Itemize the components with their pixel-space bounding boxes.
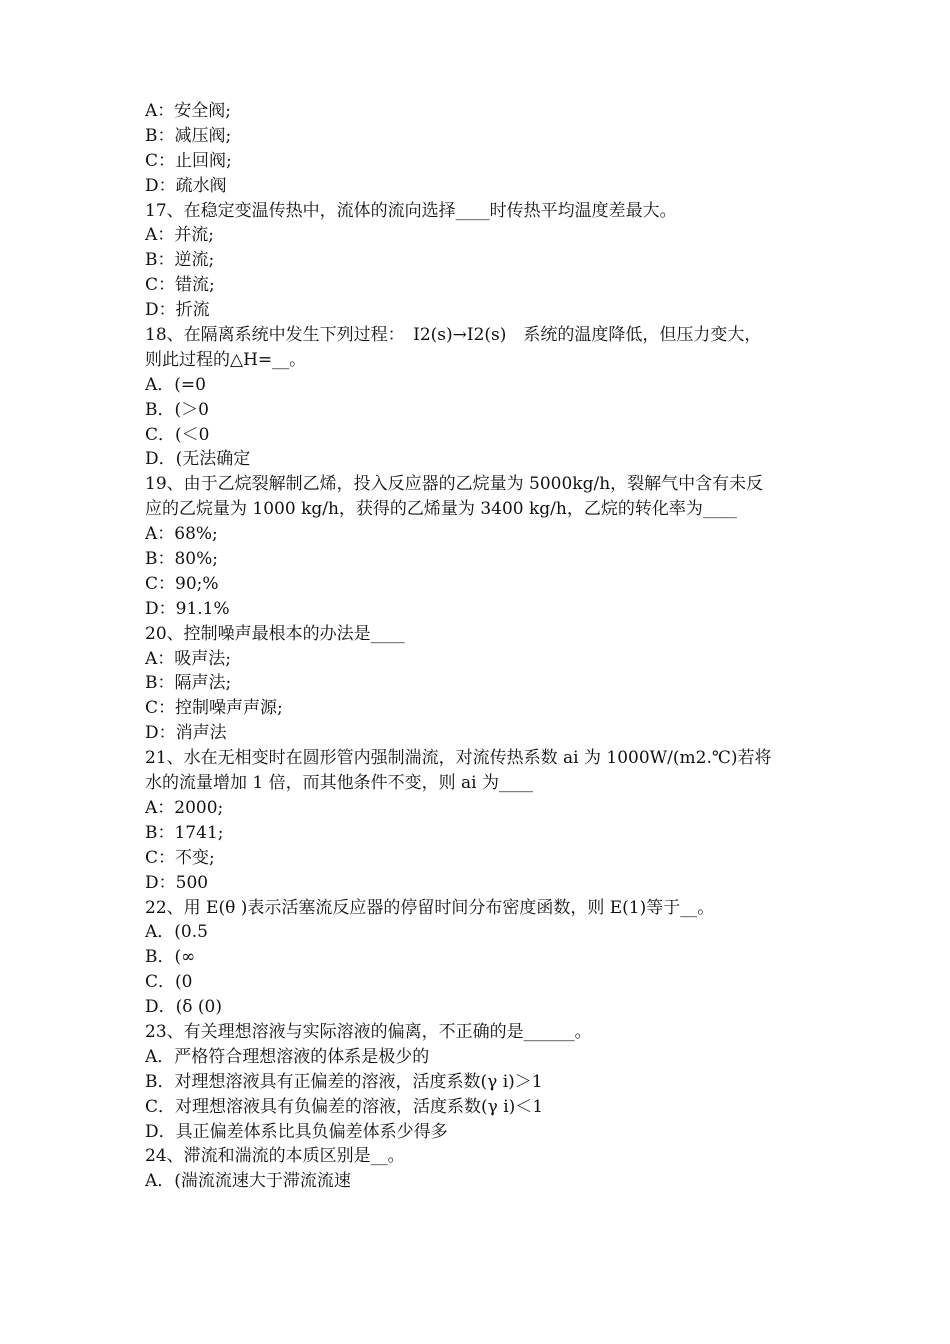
text-line: 21、水在无相变时在圆形管内强制湍流，对流传热系数 ai 为 1000W/(m2.℃)若将 [145,748,772,769]
text-line: B：80%; [145,549,219,570]
text-line: 水的流量增加 1 倍，而其他条件不变，则 ai 为____ [145,773,534,794]
text-line: A：2000; [145,797,224,818]
text-line: A：安全阀; [145,101,232,121]
text-line: D：91.1% [145,598,230,619]
text-line: C：控制噪声声源; [145,698,283,719]
text-line: A：吸声法; [145,648,232,669]
text-line: 18、在隔离系统中发生下列过程： I2(s)→I2(s) 系统的温度降低，但压力变大， [145,325,762,346]
text-line: C：不变; [145,847,215,868]
text-line: A．(0.5 [145,922,208,943]
text-line: 23、有关理想溶液与实际溶液的偏离，不正确的是______。 [145,1021,592,1042]
text-line: 20、控制噪声最根本的办法是____ [145,623,405,644]
document-body [145,99,815,1194]
text-line: A．(=0 [145,374,206,395]
text-line: B．(＞0 [145,399,209,420]
text-line: D：消声法 [145,723,227,744]
text-line: B．(∞ [145,947,196,968]
text-line: D．具正偏差体系比具负偏差体系少得多 [145,1121,448,1142]
text-line: 24、滞流和湍流的本质区别是__。 [145,1146,405,1167]
text-line: D：折流 [145,300,210,321]
text-line: C．(＜0 [145,424,210,445]
text-line: 则此过程的△H=__。 [145,349,307,370]
text-line: C：止回阀; [145,150,232,171]
text-line: B．对理想溶液具有正偏差的溶液，活度系数(γ i)＞1 [145,1071,543,1092]
text-line: D：500 [145,872,209,893]
text-line: A．严格符合理想溶液的体系是极少的 [145,1046,430,1067]
text-line: B：隔声法; [145,673,232,694]
text-line: A：68%; [145,524,218,545]
text-line: C．(0 [145,972,193,993]
text-line: D．(无法确定 [145,449,251,470]
text-line: B：1741; [145,822,224,843]
text-line: 应的乙烷量为 1000 kg/h，获得的乙烯量为 3400 kg/h，乙烷的转化率为____ [145,499,737,520]
text-line: C．对理想溶液具有负偏差的溶液，活度系数(γ i)＜1 [145,1096,544,1117]
text-line: B：减压阀; [145,125,232,146]
text-line: C：90;% [145,573,219,594]
text-line: C：错流; [145,275,215,296]
text-line: A：并流; [145,225,215,246]
text-line: 22、用 E(θ )表示活塞流反应器的停留时间分布密度函数，则 E(1)等于__。 [145,897,715,918]
text-line: D．(δ (0) [145,997,222,1018]
text-line: A．(湍流流速大于滞流流速 [145,1171,351,1192]
text-line: D：疏水阀 [145,175,227,196]
text-line: 17、在稳定变温传热中，流体的流向选择____时传热平均温度差最大。 [145,200,677,221]
text-line: 19、由于乙烷裂解制乙烯，投入反应器的乙烷量为 5000kg/h，裂解气中含有未反 [145,474,764,495]
text-line: B：逆流; [145,250,215,271]
